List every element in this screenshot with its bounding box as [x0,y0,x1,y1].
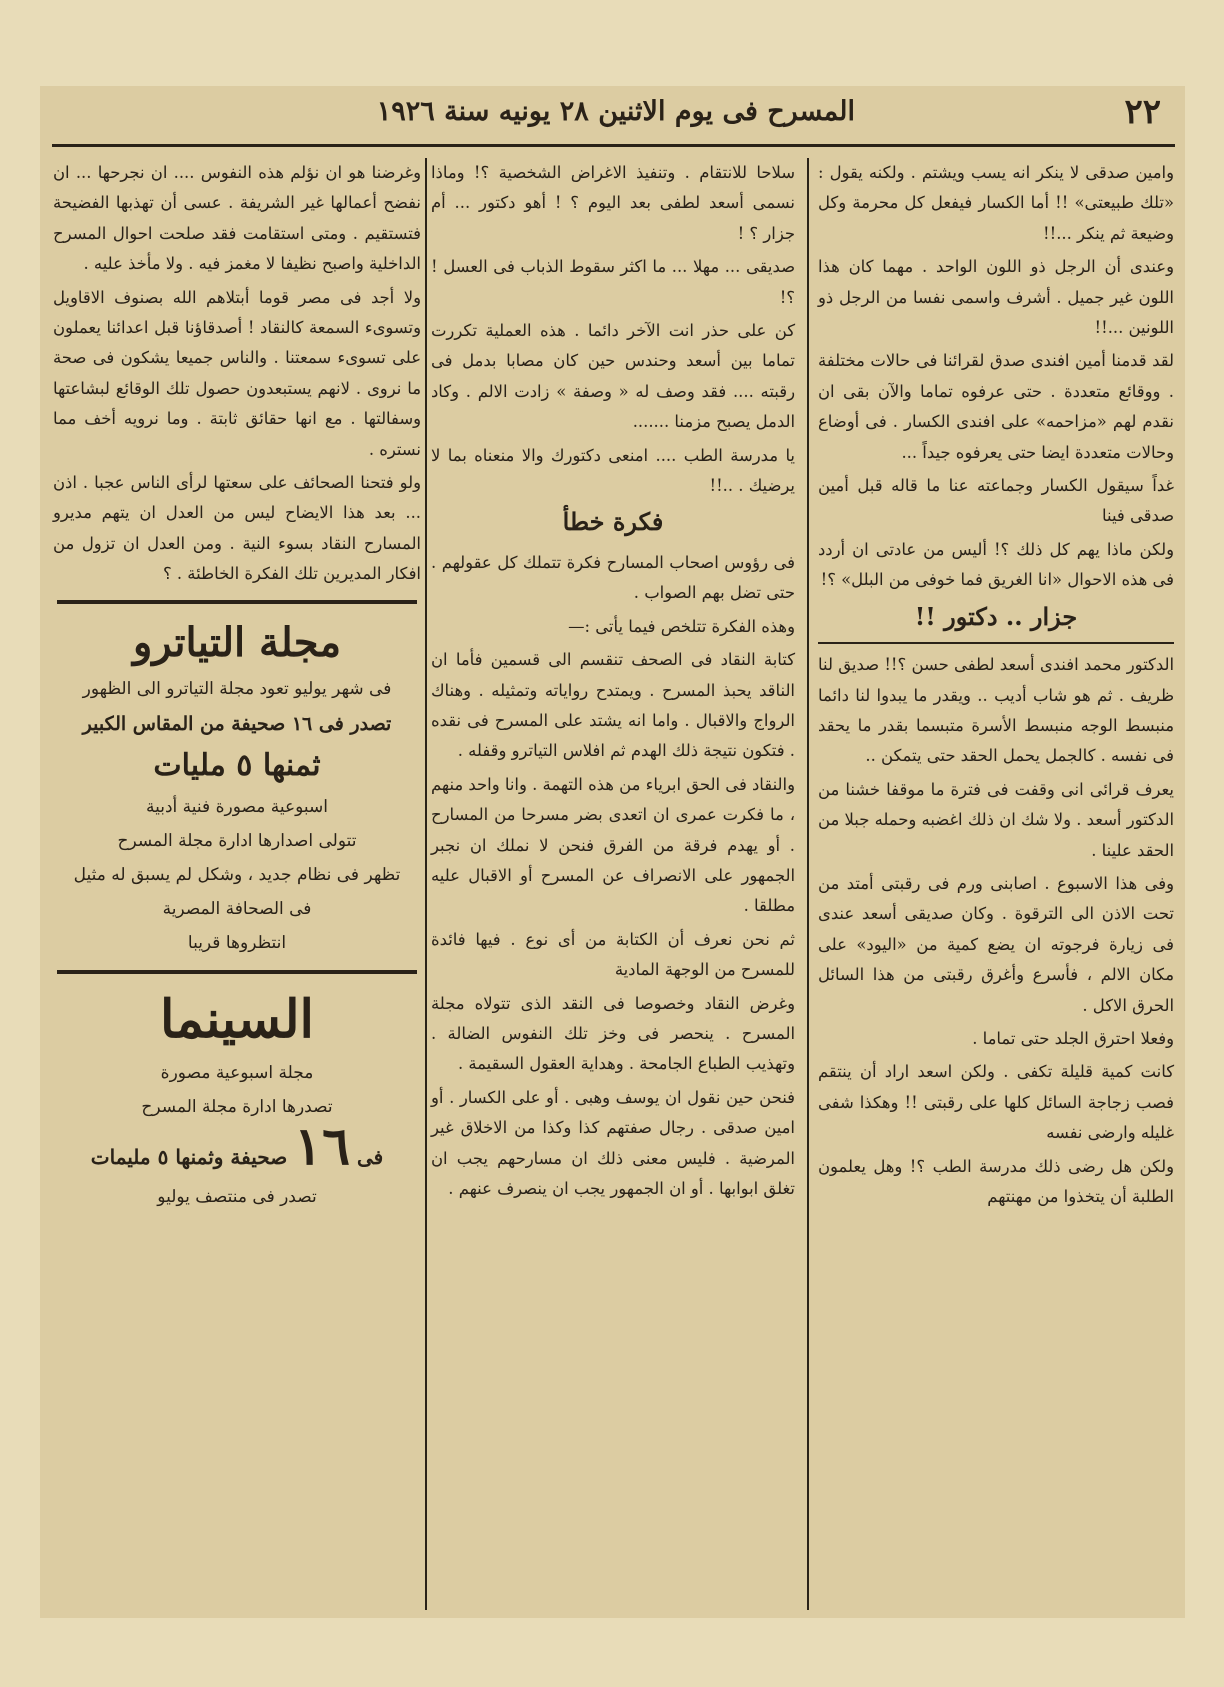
ad-line-suffix: صحيفة وثمنها ٥ مليمات [90,1144,288,1169]
paragraph: ولكن هل رضى ذلك مدرسة الطب ؟! وهل يعلمون الطلبة أن يتخذوا من مهنتهم [818,1156,1174,1206]
column-middle [431,158,795,1207]
paragraph: يا مدرسة الطب .... امنعى دكتورك والا منعناه بما لا يرضيك . ..!! [431,445,795,496]
section-rule [57,600,417,604]
ad-title: مجلة التياترو [132,618,341,666]
ad-line: تظهر فى نظام جديد ، وشكل لم يسبق له مثيل [73,864,401,885]
newspaper-page [40,86,1185,1618]
paragraph: وفعلا احترق الجلد حتى تماما . [972,1028,1174,1048]
paragraph: كانت كمية قليلة تكفى . ولكن اسعد اراد أن ينتقم فصب زجاجة السائل كلها على رقبتى !! وهكذا شفى غليله وارضى نفسه [818,1062,1174,1143]
column-divider [807,158,809,1610]
ad-line: فى شهر يوليو تعود مجلة التياترو الى الظهور [82,678,392,699]
ad-title: السينما [160,988,314,1050]
cinema-advertisement [53,984,421,1214]
paragraph: الدكتور محمد افندى أسعد لطفى حسن ؟!! صديق لنا ظريف . ثم هو شاب أديب .. ويقدر ما يبدوا لنا دائما منبسط الوجه منبسط الأسرة متبسما بقدر ما يحقد فى نفسه . كالجمل يحمل الحقد حتى يتمكن .. [818,655,1174,766]
paragraph: فى رؤوس اصحاب المسارح فكرة تتملك كل عقولهم . حتى تضل بهم الصواب . [431,552,795,603]
paragraph: غداً سيقول الكسار وجماعته عنا ما قاله قبل أمين صدقى فينا [818,476,1174,526]
paragraph: ولا أجد فى مصر قوما أبتلاهم الله بصنوف الاقاويل وتسوىء السمعة كالنقاد ! أصدقاؤنا قبل اعدائنا يعملون على تسوىء سمعتنا . والناس جميعا يشكون فى صحة ما نروى . لانهم يستبعدون حصول تلك الوقائع لبشاعتها وسفالتها . مع انها حقائق ثابتة . وما نرويه أخف مما نستره . [53,287,421,459]
ad-line: تصدر فى منتصف يوليو [157,1186,317,1207]
ad-line: مجلة اسبوعية مصورة [160,1062,314,1083]
ad-line: فى الصحافة المصرية [162,898,312,919]
paragraph: فنحن حين نقول ان يوسف وهبى . أو على الكسار . أو امين صدقى . رجال صفتهم كذا وكذا من الاخلاق غير المرضية . فليس معنى ذلك ان مسارحهم يجب ان تغلق ابوابها . أو ان الجمهور يجب ان ينصرف عنهم . [431,1087,795,1198]
ad-line: انتظروها قريبا [187,932,287,953]
page-number: ٢٢ [1124,92,1161,132]
ad-line: اسبوعية مصورة فنية أدبية [146,796,328,817]
paragraph: سلاحا للانتقام . وتنفيذ الاغراض الشخصية ؟! وماذا نسمى أسعد لطفى بعد اليوم ؟ ! أهو دكتور ... أم جزار ؟ ! [431,163,795,243]
paragraph: صديقى ... مهلا ... ما اكثر سقوط الذباب فى العسل ! ؟! [431,257,795,307]
ad-price: ثمنها ٥ مليات [153,747,321,783]
article-heading: فكرة خطأ [562,507,664,537]
column-right [818,158,1174,1215]
paragraph: كن على حذر انت الآخر دائما . هذه العملية تكررت تماما بين أسعد وحندس حين كان مصابا بدمل فى رقبته .... فقد وصف له « وصفة » زادت الالم . وكاد الدمل يصبح مزمنا ....... [431,321,795,432]
paragraph: وامين صدقى لا ينكر انه يسب ويشتم . ولكنه يقول : «تلك طبيعتى» !! أما الكسار فيفعل كل محرمة وكل وضيعة ثم ينكر ...!! [818,163,1174,243]
paragraph: وغرضنا هو ان نؤلم هذه النفوس .... ان نجرحها ... ان نفضح أعمالها غير الشريفة . عسى أن تهذبها الفضيحة فتستقيم . ومتى استقامت فقد صلحت احوال المسرح الداخلية واصبح نظيفا لا مغمز فيه . ولا مأخذ عليه . [53,163,421,274]
section-rule [57,970,417,974]
paragraph: ثم نحن نعرف أن الكتابة من أى نوع . فيها فائدة للمسرح من الوجهة المادية [431,929,795,980]
paragraph: وفى هذا الاسبوع . اصابنى ورم فى رقبتى أمتد من تحت الاذن الى الترقوة . وكان صديقى أسعد عندى فى زيارة فرجوته ان يضع كمية من «اليود» على مكان الالم ، فأسرع وأغرق رقبتى من هذا السائل الحرق الاكل . [818,873,1174,1015]
ad-line: تتولى اصدارها ادارة مجلة المسرح [117,830,357,851]
header-rule [52,144,1175,147]
paragraph: وغرض النقاد وخصوصا فى النقد الذى تتولاه مجلة المسرح . ينحصر فى وخز تلك النفوس الضالة . وتهذيب الطباع الجامحة . وهداية العقول السقيمة . [431,993,795,1074]
paragraph: يعرف قرائى انى وقفت فى فترة ما موقفا خشنا من الدكتور أسعد . ولا شك ان ذلك اغضبه وحمله جبلا من الحقد علينا . [818,779,1174,860]
ad-line: تصدرها ادارة مجلة المسرح [141,1096,333,1117]
paragraph: ولكن ماذا يهم كل ذلك ؟! أليس من عادتى ان أردد فى هذه الاحوال «انا الغريق فما خوفى من البلل» ؟! [818,539,1174,590]
article-heading: جزار .. دكتور !! [914,601,1078,631]
ad-page-count: ١٦ [294,1115,351,1177]
paragraph: والنقاد فى الحق ابرياء من هذه التهمة . وانا واحد منهم ، ما فكرت عمرى ان اتعدى بضر مسرحا من المسارح . أو يهدم فرقة من الفرق فنحن لا نملك ان نجبر الجمهور على الانصراف عن المسرح أو الاقبال عليه مطلقا . [431,774,795,916]
column-divider [425,158,427,1610]
ad-line-prefix: فى [356,1144,384,1169]
paragraph: لقد قدمنا أمين افندى صدق لقرائنا فى حالات مختلفة . ووقائع متعددة . حتى عرفوه تماما والآن بقى ان نقدم لهم «مزاحمه» على افندى الكسار . فى أوضاع وحالات متعددة ايضا حتى يعرفوه جيداً ... [818,351,1174,462]
page-header [40,86,1185,146]
ad-line [53,1115,421,1180]
heading-rule [818,642,1174,644]
column-left [53,158,421,1214]
page-title: المسرح فى يوم الاثنين ٢٨ يونيه سنة ١٩٢٦ [376,96,855,127]
paragraph: وعندى أن الرجل ذو اللون الواحد . مهما كان هذا اللون غير جميل . أشرف واسمى نفسا من الرجل ذو اللونين ...!! [818,257,1174,338]
paragraph: كتابة النقاد فى الصحف تنقسم الى قسمين فأما ان الناقد يحبذ المسرح . ويمتدح رواياته وتمثيله . وهناك الرواج والاقبال . واما انه يشتد على المسرح فى نقده . فتكون نتيجة ذلك الهدم ثم افلاس التياترو وقفله . [431,650,795,761]
paragraph: ولو فتحنا الصحائف على سعتها لرأى الناس عجبا . اذن ... بعد هذا الايضاح ليس من العدل ان يتهم مديرو المسارح النقاد بسوء النية . ومن العدل ان تزول من افكار المديرين تلك الفكرة الخاطئة . ؟ [53,473,421,584]
paragraph: وهذه الفكرة تتلخص فيما يأتى :— [568,616,795,636]
theatro-advertisement [53,614,421,960]
ad-line: تصدر فى ١٦ صحيفة من المقاس الكبير [82,712,392,735]
